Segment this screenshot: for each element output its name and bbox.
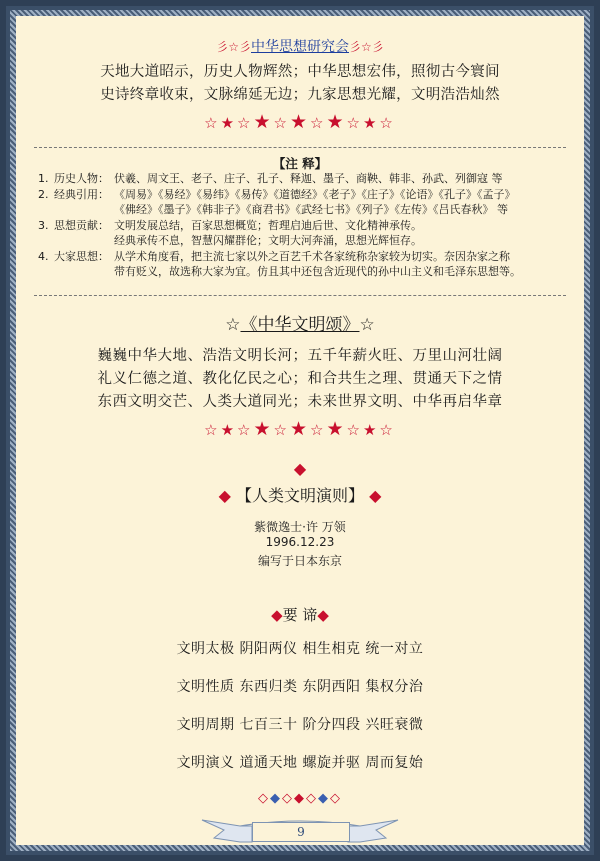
intro-poem-line-2: 史诗终章收束，文脉绵延无边；九家思想光耀，文明浩浩灿然	[100, 87, 500, 103]
intro-poem-line-1: 天地大道昭示，历史人物辉然；中华思想宏伟，照彻古今寰间	[100, 64, 500, 80]
essentials-line-1: 文明太极 阴阳两仪 相生相克 统一对立	[176, 641, 424, 657]
diamond-icon: ◆	[317, 606, 329, 624]
ornament-left: 彡☆彡	[216, 40, 251, 54]
note-item-2-cont: 《佛经》《墨子》《韩非子》《商君书》《武经七书》《列子》《左传》《吕氏春秋》 等	[114, 203, 508, 216]
diamond-outline-icon: ◇	[258, 791, 270, 806]
diamond-outline-icon: ◇	[282, 791, 294, 806]
note-item-2: 2. 经典引用： 《周易》《易经》《易纬》《易传》《道德经》《老子》《庄子》《论语》《孔子》《孟子》	[38, 187, 516, 201]
note-item-1: 1. 历史人物： 伏羲、周文王、老子、庄子、孔子、释迦、墨子、商鞅、韩非、孙武、列御寇 等	[38, 172, 503, 185]
star-outline-icon: ☆	[346, 114, 363, 132]
star-outline-icon: ☆	[273, 421, 290, 439]
ornament-right: 彡☆彡	[349, 40, 384, 54]
star-solid-icon: ★	[289, 111, 311, 133]
date: 1996.12.23	[265, 535, 335, 549]
notes-list	[38, 171, 578, 280]
star-outline-icon: ☆	[346, 421, 363, 439]
ode-line-1: 巍巍中华大地、浩浩文明长河；五千年薪火旺、万里山河壮阔	[97, 348, 503, 364]
star-outline-icon: ☆	[237, 114, 254, 132]
page-number: 9	[252, 822, 350, 842]
star-solid-icon: ★	[362, 114, 380, 132]
divider-bottom	[34, 295, 566, 296]
diamond-icon: ◆	[294, 791, 306, 806]
star-outline-icon: ☆	[204, 114, 221, 132]
note-item-3: 3. 思想贡献： 文明发展总结，百家思想概览；哲理启迪后世、文化精神承传。	[38, 218, 422, 232]
diamond-outline-icon: ◇	[330, 791, 342, 806]
org-name-link[interactable]: 中华思想研究会	[251, 39, 349, 55]
star-solid-icon: ★	[289, 418, 311, 440]
star-outline-icon: ☆	[204, 421, 221, 439]
page-number-ribbon	[200, 816, 400, 844]
divider-top	[34, 147, 566, 148]
star-solid-icon: ★	[253, 418, 274, 440]
diamond-icon: ◆	[293, 459, 307, 478]
diamond-icon: ◆	[369, 486, 382, 505]
diamond-icon: ◆	[318, 791, 330, 806]
essentials-line-4: 文明演义 道通天地 螺旋并驱 周而复始	[176, 755, 424, 771]
ode-line-3: 东西文明交芒、人类大道同光；未来世界文明、中华再启华章	[97, 394, 503, 410]
essentials-line-2: 文明性质 东西归类 东阴西阳 集权分治	[176, 679, 424, 695]
star-solid-icon: ★	[362, 421, 380, 439]
essentials-title	[16, 604, 584, 625]
star-outline-icon: ☆	[225, 315, 241, 335]
star-solid-icon: ★	[326, 111, 347, 133]
ode-title	[16, 310, 584, 335]
star-solid-icon: ★	[220, 421, 238, 439]
diamond-outline-icon: ◇	[306, 791, 318, 806]
page	[16, 16, 584, 845]
essentials-line-3: 文明周期 七百三十 阶分四段 兴旺衰微	[176, 717, 424, 733]
star-outline-icon: ☆	[379, 114, 396, 132]
star-solid-icon: ★	[220, 114, 238, 132]
star-outline-icon: ☆	[273, 114, 290, 132]
essentials-title-text: 要 谛	[282, 606, 318, 624]
civilization-title-text: 【人类文明演则】	[235, 486, 364, 505]
place: 编写于日本东京	[257, 554, 342, 568]
star-solid-icon: ★	[326, 418, 347, 440]
star-outline-icon: ☆	[310, 421, 327, 439]
star-outline-icon: ☆	[310, 114, 327, 132]
star-solid-icon: ★	[253, 111, 274, 133]
diamond-icon: ◆	[218, 486, 231, 505]
footer-diamond-row	[16, 791, 584, 806]
star-row-1	[16, 111, 584, 133]
star-outline-icon: ☆	[359, 315, 375, 335]
notes-title: 【注 释】	[272, 156, 328, 171]
org-title	[16, 36, 584, 56]
civilization-title	[16, 483, 584, 506]
note-item-4: 4. 大家思想： 从学术角度看，把主流七家以外之百艺千术各家统称杂家较为切实。奈因杂家之称	[38, 249, 510, 263]
star-row-2	[16, 418, 584, 440]
diamond-icon: ◆	[271, 606, 283, 624]
diamond-icon: ◆	[270, 791, 282, 806]
note-item-3-cont: 经典承传不息，智慧闪耀群伦；文明大河奔涌，思想光辉恒存。	[114, 234, 422, 247]
author: 紫微逸士·许 万领	[254, 520, 346, 534]
ode-line-2: 礼义仁德之道、教化亿民之心；和合共生之理、贯通天下之情	[97, 371, 503, 387]
ode-title-text: 《中华文明颂》	[240, 315, 360, 335]
note-item-4-cont: 带有贬义，故选称大家为宜。仿且其中还包含近现代的孙中山主义和毛泽东思想等。	[114, 265, 521, 278]
star-outline-icon: ☆	[237, 421, 254, 439]
star-outline-icon: ☆	[379, 421, 396, 439]
